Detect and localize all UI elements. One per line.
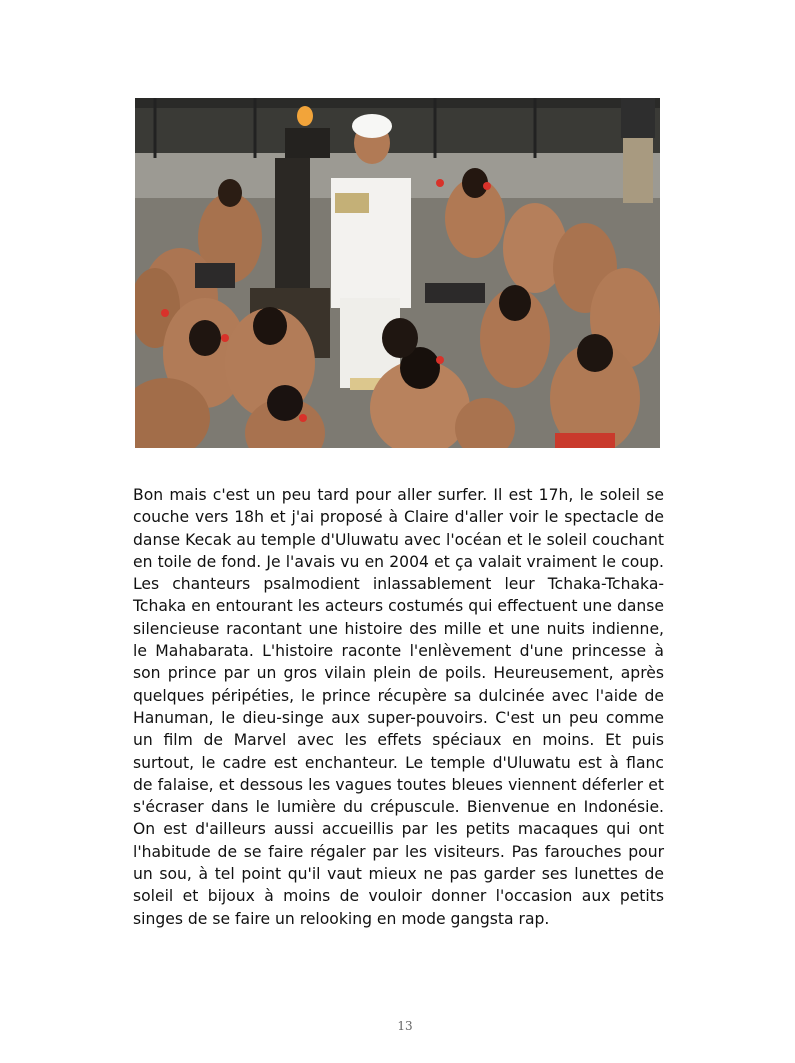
page-number: 13 xyxy=(397,1019,413,1033)
body-paragraph: Bon mais c'est un peu tard pour aller surfer. Il est 17h, le soleil se couche vers 18h et j'ai proposé à Claire d'aller voir le spectacle de danse Kecak au temple d'Uluwatu avec l'océan et le soleil couchant en toile de fond. Je l'avais vu en 2004 et ça valait vraiment le coup. Les chanteurs psalmodient inlassablement leur Tchaka-Tchaka-Tchaka en entourant les acteurs costumés qui effectuent une danse silencieuse racontant une histoire des mille et une nuits indienne, le Mahabarata. L'histoire raconte l'enlèvement d'une princesse à son prince par un gros vilain plein de poils. Heureusement, après quelques péripéties, le prince récupère sa dulcinée avec l'aide de Hanuman, le dieu-singe aux super-pouvoirs. C'est un peu comme un film de Marvel avec les effets spéciaux en moins. Et puis surtout, le cadre est enchanteur. Le temple d'Uluwatu est à flanc de falaise, et dessous les vagues toutes bleues viennent déferler et s'écraser dans le lumière du crépuscule. Bienvenue en Indonésie. On est d'ailleurs aussi accueillis par les petits macaques qui ont l'habitude de se faire régaler par les visiteurs. Pas farouches pour un sou, à tel point qu'il vaut mieux ne pas garder ses lunettes de soleil et bijoux à moins de vouloir donner l'occasion aux petits singes de se faire un relooking en mode gangsta rap. xyxy=(133,486,664,928)
photo-illustration xyxy=(135,98,660,448)
kecak-dance-photo xyxy=(135,98,660,448)
offering-stand xyxy=(275,158,310,308)
